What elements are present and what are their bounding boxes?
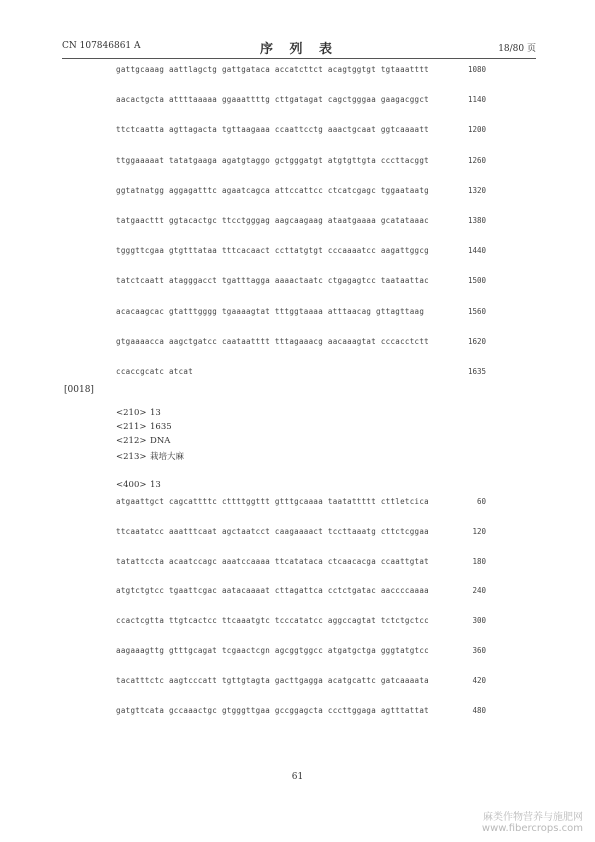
sequence-text: acacaagcac gtatttgggg tgaaaagtat tttggtaaaa atttaacag gttagttaag	[116, 306, 425, 316]
sequence-position: 240	[472, 586, 486, 596]
page-indicator: 18/80 页	[498, 44, 536, 54]
sequence-line	[116, 706, 486, 718]
sequence-position: 1140	[467, 95, 486, 105]
sequence-text: ttctcaatta agttagacta tgttaagaaa ccaattcctg aaactgcaat ggtcaaaatt	[116, 125, 429, 135]
page-header	[62, 38, 536, 56]
meta-value: 栽培大麻	[150, 452, 185, 462]
sequence-text: atgtctgtcc tgaattcgac aatacaaaat cttagattca cctctgatac aaccccaaaa	[116, 586, 429, 596]
sequence-line	[116, 557, 486, 569]
sequence-position: 1260	[467, 155, 486, 165]
sequence-position: 480	[472, 705, 486, 715]
sequence-text: tacatttctc aagtcccatt tgttgtagta gacttgagga acatgcattc gatcaaaata	[116, 675, 429, 685]
sequence-position: 1080	[467, 65, 486, 74]
sequence-text: ccaccgcatc atcat	[116, 367, 194, 376]
sequence-position: 1635	[467, 367, 486, 376]
sequence-line	[116, 125, 486, 137]
meta-value: 13	[150, 408, 161, 418]
header-rule	[62, 58, 536, 59]
sequence-text: ggtatnatgg aggagatttc agaatcagca attccattcc ctcatcgagc tggaataatg	[116, 185, 429, 195]
sequence-line	[116, 216, 486, 228]
sequence-position: 1380	[467, 216, 486, 225]
watermark	[482, 808, 583, 834]
sequence-text: gtgaaaacca aagctgatcc caataatttt tttagaaacg aacaaagtat cccacctctt	[116, 336, 429, 346]
sequence-position: 300	[472, 616, 486, 626]
sequence-line	[116, 337, 486, 349]
sequence-position: 180	[472, 556, 486, 566]
meta-row-213	[116, 450, 184, 462]
sequence-line	[116, 246, 486, 258]
sequence-text: aagaaagttg gtttgcagat tcgaactcgn agcggtggcc atgatgctga gggtatgtcc	[116, 646, 429, 655]
sequence-line	[116, 616, 486, 628]
sequence-line	[116, 676, 486, 688]
meta-key: <211>	[116, 422, 147, 432]
sequence-line	[116, 497, 486, 509]
meta-key: <210>	[116, 408, 147, 418]
sequence-line	[116, 367, 486, 379]
seq400-value: 13	[150, 480, 161, 490]
sequence-line	[116, 646, 486, 658]
meta-value: DNA	[150, 436, 171, 446]
sequence-line	[116, 527, 486, 539]
sequence-position: 1200	[467, 125, 486, 135]
sequence-position: 120	[472, 526, 486, 536]
sequence-text: atgaattgct cagcattttc cttttggttt gtttgcaaaa taatattttt cttletcica	[116, 497, 429, 506]
paragraph-number: [0018]	[64, 385, 94, 395]
meta-row-210	[116, 408, 161, 418]
meta-row-211	[116, 422, 172, 432]
seq400-row	[116, 480, 161, 490]
meta-row-212	[116, 436, 170, 446]
page-title: 序 列 表	[259, 42, 339, 57]
meta-key: <212>	[116, 436, 147, 446]
sequence-line	[116, 276, 486, 288]
sequence-position: 1620	[467, 336, 486, 346]
sequence-line	[116, 156, 486, 168]
sequence-text: gattgcaaag aattlagctg gattgataca accatcttct acagtggtgt tgtaaatttt	[116, 65, 429, 74]
sequence-position: 1320	[467, 185, 486, 195]
patent-number: CN 107846861 A	[62, 41, 141, 51]
sequence-line	[116, 307, 486, 319]
sequence-text: ttcaatatcc aaatttcaat agctaatcct caagaaaact tccttaaatg cttctcggaa	[116, 526, 429, 536]
sequence-position: 1500	[467, 276, 486, 286]
watermark-line2: www.fibercrops.com	[481, 823, 583, 834]
sequence-text: tatgaacttt ggtacactgc ttcctgggag aagcaagaag ataatgaaaa gcatataaac	[116, 216, 429, 225]
sequence-text: aacactgcta attttaaaaa ggaaattttg cttgatagat cagctgggaa gaagacggct	[116, 95, 429, 105]
sequence-line	[116, 65, 486, 77]
sequence-text: ttggaaaaat tatatgaaga agatgtaggo gctgggatgt atgtgttgta cccttacggt	[116, 155, 429, 165]
sequence-line	[116, 586, 486, 598]
sequence-position: 1440	[467, 246, 486, 256]
sequence-position: 1560	[467, 306, 486, 316]
sequence-text: tatctcaatt atagggacct tgatttagga aaaactaatc ctgagagtcc taataattac	[116, 276, 429, 286]
sequence-position: 60	[476, 497, 486, 506]
sequence-text: tgggttcgaa gtgtttataa tttcacaact ccttatgtgt cccaaaatcc aagattggcg	[116, 246, 429, 256]
seq400-key: <400>	[116, 480, 147, 490]
sequence-position: 360	[472, 646, 486, 655]
sequence-line	[116, 186, 486, 198]
sequence-text: gatgttcata gccaaactgc gtgggttgaa gccggagcta cccttggaga agtttattat	[116, 705, 429, 715]
sequence-line	[116, 95, 486, 107]
sequence-position: 420	[472, 675, 486, 685]
sequence-text: ccactcgtta ttgtcactcc ttcaaatgtc tcccatatcc aggccagtat tctctgctcc	[116, 616, 429, 626]
watermark-line1: 麻类作物营养与施肥网	[483, 812, 583, 823]
meta-value: 1635	[150, 422, 172, 432]
meta-key: <213>	[116, 452, 147, 462]
page-number: 61	[291, 772, 304, 782]
sequence-text: tatattccta acaatccagc aaatccaaaa ttcatataca ctcaacacga ccaattgtat	[116, 556, 429, 566]
